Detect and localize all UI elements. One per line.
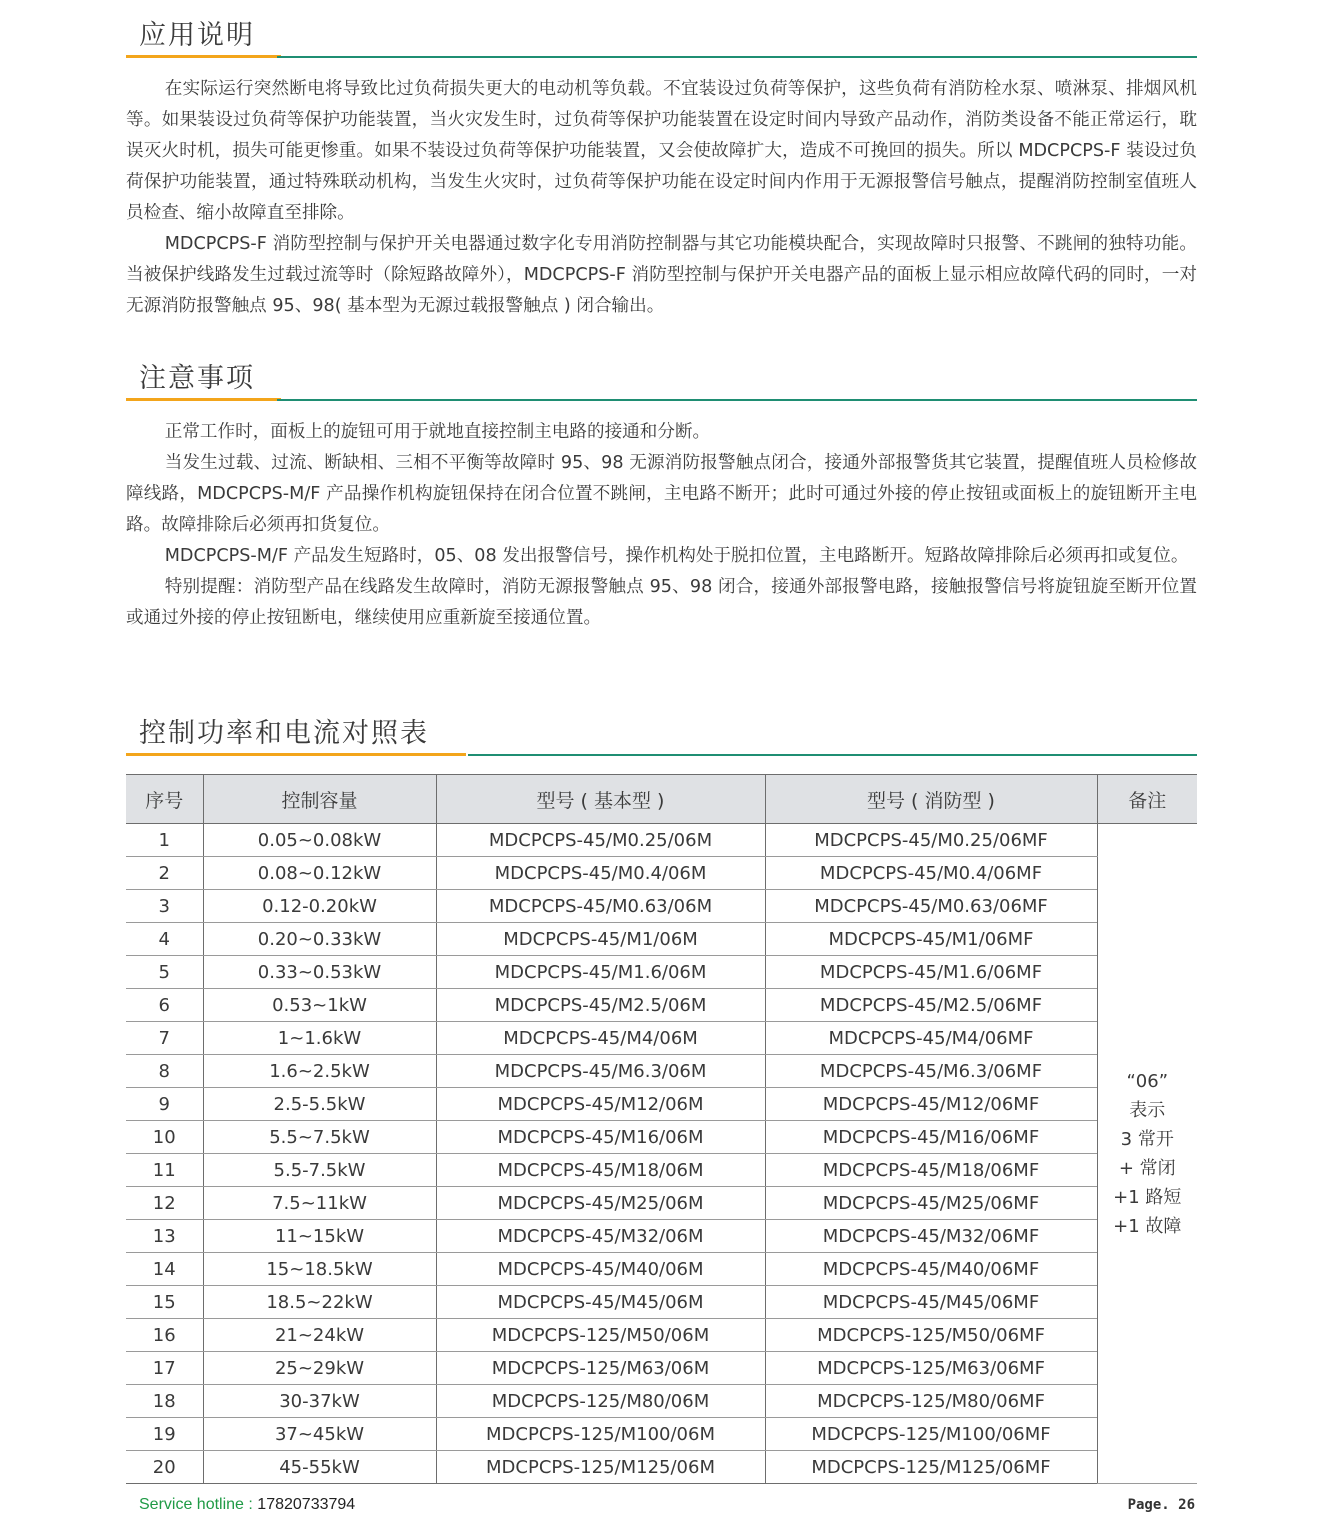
cell-capacity: 0.33~0.53kW <box>203 956 436 989</box>
cell-index: 15 <box>126 1286 203 1319</box>
cell-model-fire: MDCPCPS-45/M45/06MF <box>765 1286 1097 1319</box>
table-row <box>126 923 1197 956</box>
cell-capacity: 5.5~7.5kW <box>203 1121 436 1154</box>
cell-index: 19 <box>126 1418 203 1451</box>
table-row <box>126 857 1197 890</box>
header-model-fire: 型号 ( 消防型 ) <box>765 775 1097 824</box>
cell-model-basic: MDCPCPS-45/M1.6/06M <box>436 956 765 989</box>
cell-capacity: 45-55kW <box>203 1451 436 1484</box>
cell-model-fire: MDCPCPS-125/M50/06MF <box>765 1319 1097 1352</box>
cell-index: 16 <box>126 1319 203 1352</box>
cell-model-fire: MDCPCPS-45/M0.25/06MF <box>765 824 1097 857</box>
heading-underline-orange <box>126 55 281 58</box>
cell-capacity: 1.6~2.5kW <box>203 1055 436 1088</box>
table-row <box>126 1055 1197 1088</box>
remark-line: 3 常开 <box>1120 1128 1174 1150</box>
cell-model-fire: MDCPCPS-45/M16/06MF <box>765 1121 1097 1154</box>
cell-model-basic: MDCPCPS-45/M16/06M <box>436 1121 765 1154</box>
application-text <box>126 74 1197 322</box>
table-row <box>126 824 1197 857</box>
heading-underline-orange <box>126 398 281 401</box>
paragraph: 当发生过载、过流、断缺相、三相不平衡等故障时 95、98 无源消防报警触点闭合，接通外部报警货其它装置，提醒值班人员检修故障线路，MDCPCPS-M/F 产品操作机构旋钮保持在闭合位置不跳闸，主电路不断开；此时可通过外接的停止按钮或面板上的旋钮断开主电路。故障排除后必须再扣货复位。 <box>126 453 1197 535</box>
heading-underline-orange <box>126 753 466 756</box>
table-row <box>126 1253 1197 1286</box>
remark-line: + 常闭 <box>1118 1157 1176 1179</box>
cell-model-basic: MDCPCPS-45/M12/06M <box>436 1088 765 1121</box>
cell-model-fire: MDCPCPS-45/M25/06MF <box>765 1187 1097 1220</box>
hotline-number: 17820733794 <box>257 1496 356 1513</box>
table-row <box>126 1022 1197 1055</box>
cell-remark <box>1097 824 1197 1484</box>
table-row <box>126 1187 1197 1220</box>
cell-capacity: 11~15kW <box>203 1220 436 1253</box>
cell-index: 9 <box>126 1088 203 1121</box>
cell-index: 20 <box>126 1451 203 1484</box>
cell-model-fire: MDCPCPS-125/M63/06MF <box>765 1352 1097 1385</box>
header-index: 序号 <box>126 775 203 824</box>
header-model-basic: 型号 ( 基本型 ) <box>436 775 765 824</box>
remark-line: “06” <box>1126 1070 1169 1092</box>
table-row <box>126 1385 1197 1418</box>
cell-capacity: 0.05~0.08kW <box>203 824 436 857</box>
section-heading: 注意事项 <box>139 363 255 394</box>
cell-model-basic: MDCPCPS-45/M32/06M <box>436 1220 765 1253</box>
heading-underline-green <box>277 399 1197 401</box>
table-row <box>126 1121 1197 1154</box>
cell-model-basic: MDCPCPS-125/M80/06M <box>436 1385 765 1418</box>
cell-model-fire: MDCPCPS-45/M32/06MF <box>765 1220 1097 1253</box>
paragraph: MDCPCPS-F 消防型控制与保护开关电器通过数字化专用消防控制器与其它功能模块配合，实现故障时只报警、不跳闸的独特功能。当被保护线路发生过载过流等时（除短路故障外），MDCPCPS-F 消防型控制与保护开关电器产品的面板上显示相应故障代码的同时，一对无源消防报警触点 95、98( 基本型为无源过载报警触点 ) 闭合输出。 <box>126 234 1197 316</box>
table-row <box>126 1451 1197 1484</box>
cell-model-basic: MDCPCPS-45/M45/06M <box>436 1286 765 1319</box>
cell-index: 18 <box>126 1385 203 1418</box>
service-hotline <box>139 1496 355 1514</box>
cell-model-basic: MDCPCPS-45/M0.63/06M <box>436 890 765 923</box>
cell-model-basic: MDCPCPS-45/M6.3/06M <box>436 1055 765 1088</box>
header-remark: 备注 <box>1097 775 1197 824</box>
heading-underline-green <box>468 754 1197 756</box>
cell-model-fire: MDCPCPS-125/M125/06MF <box>765 1451 1097 1484</box>
table-row <box>126 1418 1197 1451</box>
cell-model-basic: MDCPCPS-45/M40/06M <box>436 1253 765 1286</box>
cell-index: 8 <box>126 1055 203 1088</box>
cell-capacity: 2.5-5.5kW <box>203 1088 436 1121</box>
cell-index: 11 <box>126 1154 203 1187</box>
table-row <box>126 1088 1197 1121</box>
section-heading: 应用说明 <box>139 20 255 51</box>
cell-model-fire: MDCPCPS-45/M1/06MF <box>765 923 1097 956</box>
table-header-row <box>126 775 1197 824</box>
cell-index: 4 <box>126 923 203 956</box>
power-current-table <box>126 774 1197 1484</box>
paragraph: 正常工作时，面板上的旋钮可用于就地直接控制主电路的接通和分断。 <box>164 422 711 442</box>
cell-index: 13 <box>126 1220 203 1253</box>
cell-model-basic: MDCPCPS-45/M18/06M <box>436 1154 765 1187</box>
table-body <box>126 824 1197 1484</box>
cell-capacity: 5.5-7.5kW <box>203 1154 436 1187</box>
section-heading: 控制功率和电流对照表 <box>139 718 429 749</box>
cell-capacity: 18.5~22kW <box>203 1286 436 1319</box>
cell-model-basic: MDCPCPS-45/M25/06M <box>436 1187 765 1220</box>
table-row <box>126 1319 1197 1352</box>
paragraph: 在实际运行突然断电将导致比过负荷损失更大的电动机等负载。不宜装设过负荷等保护，这些负荷有消防栓水泵、喷淋泵、排烟风机等。如果装设过负荷等保护功能装置，当火灾发生时，过负荷等保护功能装置在设定时间内导致产品动作，消防类设备不能正常运行，耽误灭火时机，损失可能更惨重。如果不装设过负荷等保护功能装置，又会使故障扩大，造成不可挽回的损失。所以 MDCPCPS-F 装设过负荷保护功能装置，通过特殊联动机构，当发生火灾时，过负荷等保护功能在设定时间内作用于无源报警信号触点，提醒消防控制室值班人员检查、缩小故障直至排除。 <box>126 79 1197 223</box>
cell-model-basic: MDCPCPS-125/M125/06M <box>436 1451 765 1484</box>
cell-index: 12 <box>126 1187 203 1220</box>
cell-model-basic: MDCPCPS-45/M2.5/06M <box>436 989 765 1022</box>
hotline-label: Service hotline : <box>139 1496 253 1513</box>
table-row <box>126 1154 1197 1187</box>
table-row <box>126 1286 1197 1319</box>
cell-capacity: 1~1.6kW <box>203 1022 436 1055</box>
cell-model-basic: MDCPCPS-125/M63/06M <box>436 1352 765 1385</box>
cell-index: 1 <box>126 824 203 857</box>
remark-line: +1 路短 <box>1113 1186 1182 1208</box>
cell-model-fire: MDCPCPS-125/M100/06MF <box>765 1418 1097 1451</box>
cell-capacity: 21~24kW <box>203 1319 436 1352</box>
cell-model-fire: MDCPCPS-125/M80/06MF <box>765 1385 1097 1418</box>
cell-model-fire: MDCPCPS-45/M6.3/06MF <box>765 1055 1097 1088</box>
cell-index: 14 <box>126 1253 203 1286</box>
paragraph: 特别提醒：消防型产品在线路发生故障时，消防无源报警触点 95、98 闭合，接通外部报警电路，接触报警信号将旋钮旋至断开位置或通过外接的停止按钮断电，继续使用应重新旋至接通位置。 <box>126 577 1197 628</box>
cell-model-fire: MDCPCPS-45/M0.4/06MF <box>765 857 1097 890</box>
cell-model-basic: MDCPCPS-125/M50/06M <box>436 1319 765 1352</box>
cell-index: 10 <box>126 1121 203 1154</box>
cell-model-fire: MDCPCPS-45/M0.63/06MF <box>765 890 1097 923</box>
header-capacity: 控制容量 <box>203 775 436 824</box>
cell-capacity: 15~18.5kW <box>203 1253 436 1286</box>
section-title-notes <box>126 357 1197 401</box>
cell-model-fire: MDCPCPS-45/M18/06MF <box>765 1154 1097 1187</box>
table-row <box>126 890 1197 923</box>
cell-model-fire: MDCPCPS-45/M2.5/06MF <box>765 989 1097 1022</box>
cell-index: 3 <box>126 890 203 923</box>
remark-line: +1 故障 <box>1113 1215 1182 1237</box>
section-title-application <box>126 14 1197 58</box>
cell-index: 5 <box>126 956 203 989</box>
table-row <box>126 1220 1197 1253</box>
cell-index: 6 <box>126 989 203 1022</box>
cell-model-fire: MDCPCPS-45/M40/06MF <box>765 1253 1097 1286</box>
table-row <box>126 956 1197 989</box>
cell-model-basic: MDCPCPS-125/M100/06M <box>436 1418 765 1451</box>
table-row <box>126 1352 1197 1385</box>
cell-index: 2 <box>126 857 203 890</box>
cell-model-fire: MDCPCPS-45/M12/06MF <box>765 1088 1097 1121</box>
cell-capacity: 0.53~1kW <box>203 989 436 1022</box>
section-title-table <box>126 712 1197 756</box>
cell-model-fire: MDCPCPS-45/M1.6/06MF <box>765 956 1097 989</box>
heading-underline-green <box>277 56 1197 58</box>
cell-capacity: 0.12-0.20kW <box>203 890 436 923</box>
cell-model-fire: MDCPCPS-45/M4/06MF <box>765 1022 1097 1055</box>
cell-capacity: 25~29kW <box>203 1352 436 1385</box>
paragraph: MDCPCPS-M/F 产品发生短路时，05、08 发出报警信号，操作机构处于脱扣位置，主电路断开。短路故障排除后必须再扣或复位。 <box>164 546 1189 566</box>
cell-index: 7 <box>126 1022 203 1055</box>
page-number: Page. 26 <box>1127 1497 1195 1513</box>
cell-capacity: 30-37kW <box>203 1385 436 1418</box>
cell-capacity: 37~45kW <box>203 1418 436 1451</box>
notes-text <box>126 417 1197 634</box>
cell-capacity: 7.5~11kW <box>203 1187 436 1220</box>
cell-index: 17 <box>126 1352 203 1385</box>
table-row <box>126 989 1197 1022</box>
cell-model-basic: MDCPCPS-45/M4/06M <box>436 1022 765 1055</box>
cell-model-basic: MDCPCPS-45/M0.4/06M <box>436 857 765 890</box>
cell-model-basic: MDCPCPS-45/M1/06M <box>436 923 765 956</box>
remark-line: 表示 <box>1129 1099 1166 1121</box>
cell-capacity: 0.08~0.12kW <box>203 857 436 890</box>
cell-capacity: 0.20~0.33kW <box>203 923 436 956</box>
cell-model-basic: MDCPCPS-45/M0.25/06M <box>436 824 765 857</box>
